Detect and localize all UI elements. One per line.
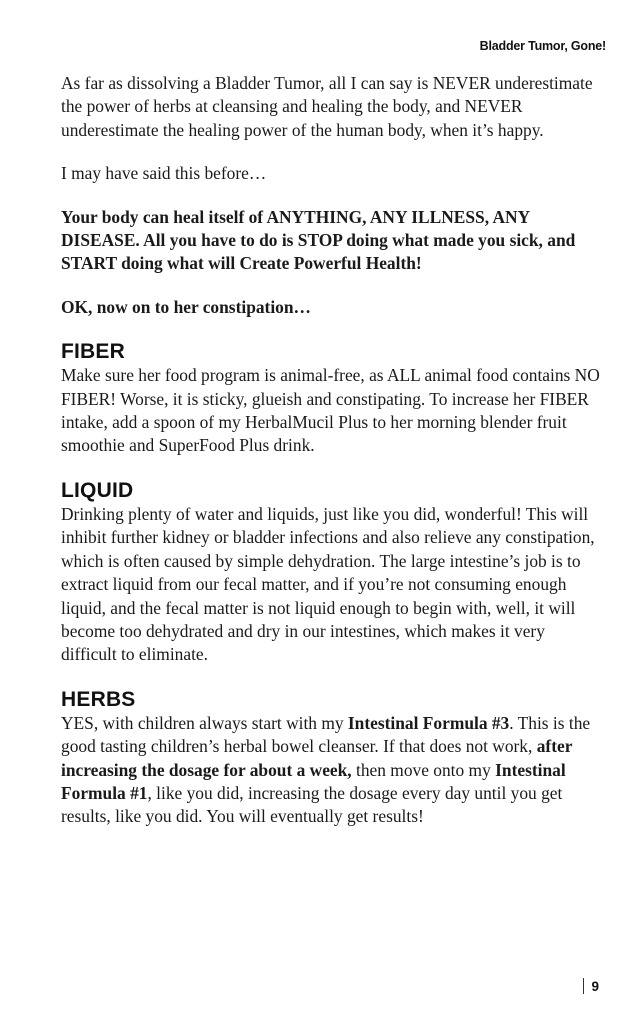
fiber-paragraph: Make sure her food program is animal-free, as ALL animal food contains NO FIBER! Worse, it is sticky, glueish and constipating. To increase her FIBER intake, add a spoon of my HerbalMucil Plus to her morning blender fruit smoothie and SuperFood Plus drink. — [61, 365, 600, 456]
intro-paragraph: I may have said this before… — [61, 163, 267, 184]
herbs-emphasis: Intestinal Formula #1 — [61, 759, 566, 803]
transition-paragraph: OK, now on to her constipation… — [61, 296, 311, 317]
liquid-paragraph: Drinking plenty of water and liquids, just like you did, wonderful! This will inhibit further kidney or bladder infections and also relieve any constipation, which is often caused by simple dehydration. The large intestine’s job is to extract liquid from our fecal matter, and if you’re not consuming enough liquid, and the fecal matter is not liquid enough to begin with, well, it will become too dehydrated and dry in our intestines, which makes it very difficult to eliminate. — [61, 503, 595, 665]
herbs-paragraph — [61, 712, 601, 829]
herbs-text: then move onto my — [351, 759, 496, 780]
section-heading-liquid: LIQUID — [61, 478, 134, 502]
folio-divider — [583, 978, 584, 994]
page-footer — [583, 978, 599, 994]
herbs-text: . This is the good tasting children’s herbal bowel cleanser. If that does not work, — [61, 712, 591, 757]
running-head-title: Bladder Tumor, Gone! — [479, 39, 606, 53]
section-heading-herbs: HERBS — [61, 687, 136, 711]
page-content — [61, 72, 601, 829]
emphasis-paragraph: Your body can heal itself of ANYTHING, ANY ILLNESS, ANY DISEASE. All you have to do is STOP doing what made you sick, and START doing what will Create Powerful Health! — [61, 206, 576, 274]
intro-paragraph: As far as dissolving a Bladder Tumor, all I can say is NEVER underestimate the power of herbs at cleansing and healing the body, and NEVER underestimate the healing power of the human body, when it’s happy. — [61, 73, 593, 140]
herbs-text: YES, with children always start with my — [61, 712, 348, 733]
section-heading-fiber: FIBER — [61, 340, 125, 364]
page-number: 9 — [591, 978, 599, 994]
herbs-emphasis: after increasing the dosage for about a week, — [61, 736, 573, 780]
herbs-emphasis: Intestinal Formula #3 — [347, 712, 510, 733]
herbs-text: , like you did, increasing the dosage every day until you get results, like you did. You will eventually get results! — [61, 782, 563, 827]
